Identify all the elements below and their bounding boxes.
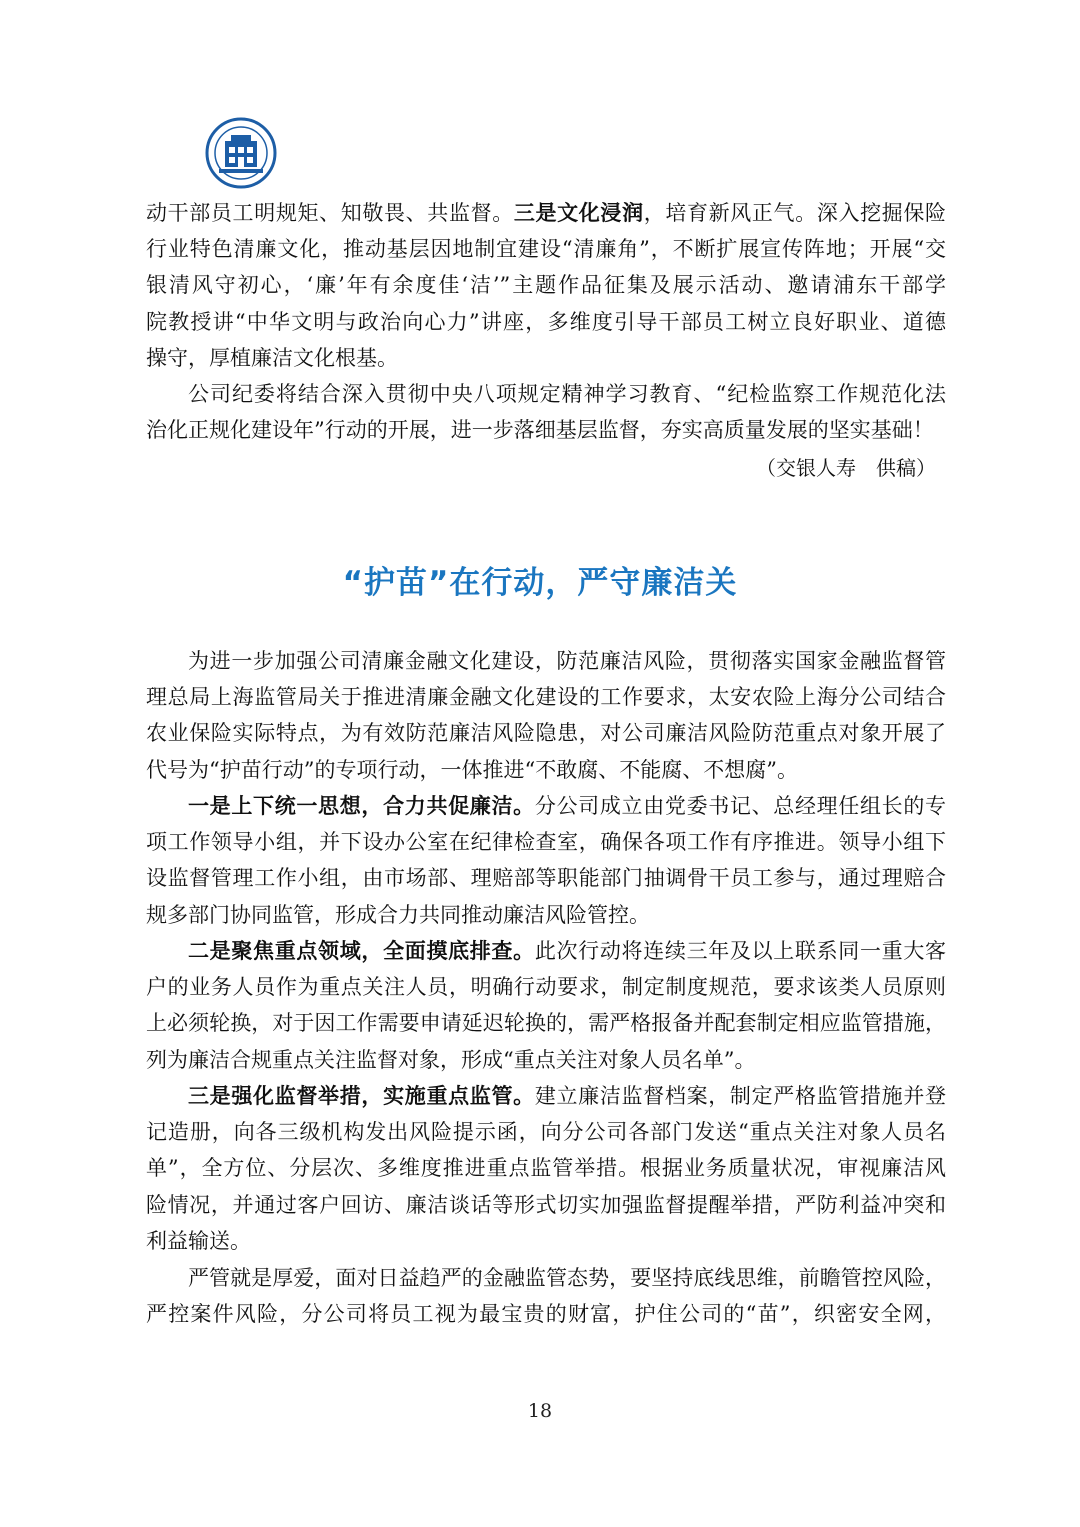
section1-line-5: 操守，厚植廉洁文化根基。 — [146, 345, 398, 370]
point3-paragraph — [146, 1078, 946, 1259]
article-title: “护苗”在行动，严守廉洁关 — [342, 565, 738, 601]
section1-line-4: 院教授讲“中华文明与政治向心力”讲座，多维度引导干部员工树立良好职业、道德 — [146, 309, 946, 334]
point3-heading: 三是强化监督举措，实施重点监管。 — [188, 1083, 535, 1108]
section1-line-3: 银清风守初心，‘廉’年有余度佳‘洁’”主题作品征集及展示活动、邀请浦东干部学 — [146, 273, 946, 298]
final-line-1: 严管就是厚爱，面对日益趋严的金融监管态势，要坚持底线思维，前瞻管控风险， — [188, 1266, 946, 1290]
point1-heading: 一是上下统一思想，合力共促廉洁。 — [188, 793, 535, 818]
emblem-icon — [205, 117, 277, 189]
final-paragraph — [146, 1260, 946, 1332]
point2-line-2: 户的业务人员作为重点关注人员，明确行动要求，制定制度规范，要求该类人员原则 — [146, 975, 946, 1000]
point2-paragraph — [146, 933, 946, 1078]
section1-paragraph — [146, 195, 946, 376]
point1-line-3: 设监督管理工作小组，由市场部、理赔部等职能部门抽调骨干员工参与，通过理赔合 — [146, 866, 946, 891]
intro-line-4: 代号为“护苗行动”的专项行动，一体推进“不敢腐、不能腐、不想腐”。 — [146, 757, 798, 782]
point2-line-4: 列为廉洁合规重点关注监督对象，形成“重点关注对象人员名单”。 — [146, 1047, 756, 1072]
closing-paragraph — [146, 376, 946, 448]
intro-paragraph — [146, 643, 946, 788]
final-line-2: 严控案件风险，分公司将员工视为最宝贵的财富，护住公司的“苗”，织密安全网， — [146, 1302, 946, 1327]
point1-paragraph — [146, 788, 946, 933]
point3-line-1: 三是强化监督举措，实施重点监管。建立廉洁监督档案，制定严格监管措施并登 — [188, 1083, 947, 1108]
section1-line-2: 行业特色清廉文化，推动基层因地制宜建设“清廉角”，不断扩展宣传阵地；开展“交 — [146, 237, 946, 262]
closing-line-1: 公司纪委将结合深入贯彻中央八项规定精神学习教育、“纪检监察工作规范化法 — [188, 382, 946, 406]
closing-line-2: 治化正规化建设年”行动的开展，进一步落细基层监督，夯实高质量发展的坚实基础！ — [146, 418, 934, 443]
intro-line-1: 为进一步加强公司清廉金融文化建设，防范廉洁风险，贯彻落实国家金融监督管 — [188, 649, 946, 673]
point2-line-3: 上必须轮换，对于因工作需要申请延迟轮换的，需严格报备并配套制定相应监管措施， — [146, 1011, 946, 1036]
page-number: 18 — [527, 1400, 553, 1422]
intro-line-3: 农业保险实际特点，为有效防范廉洁风险隐患，对公司廉洁风险防范重点对象开展了 — [146, 721, 946, 746]
logo-emblem — [205, 117, 277, 189]
point2-heading: 二是聚焦重点领域，全面摸底排查。 — [188, 938, 535, 963]
point1-line-4: 规多部门协同监管，形成合力共同推动廉洁风险管控。 — [146, 902, 650, 927]
point1-line-1: 一是上下统一思想，合力共促廉洁。分公司成立由党委书记、总经理任组长的专 — [188, 793, 947, 818]
point3-line-5: 利益输送。 — [146, 1228, 251, 1253]
intro-line-2: 理总局上海监管局关于推进清廉金融文化建设的工作要求，太安农险上海分公司结合 — [146, 685, 946, 710]
point3-line-4: 险情况，并通过客户回访、廉洁谈话等形式切实加强监督提醒举措，严防利益冲突和 — [146, 1192, 946, 1217]
point2-line-1: 二是聚焦重点领域，全面摸底排查。此次行动将连续三年及以上联系同一重大客 — [188, 938, 947, 963]
point1-line-2: 项工作领导小组，并下设办公室在纪律检查室，确保各项工作有序推进。领导小组下 — [146, 830, 946, 855]
section1-line-1: 动干部员工明规矩、知敬畏、共监督。三是文化浸润，培育新风正气。深入挖掘保险 — [146, 200, 947, 225]
point3-line-3: 单”，全方位、分层次、多维度推进重点监管举措。根据业务质量状况，审视廉洁风 — [146, 1156, 946, 1181]
article-credit: （交银人寿 供稿） — [756, 456, 936, 480]
point3-line-2: 记造册，向各三级机构发出风险提示函，向分公司各部门发送“重点关注对象人员名 — [146, 1120, 946, 1145]
